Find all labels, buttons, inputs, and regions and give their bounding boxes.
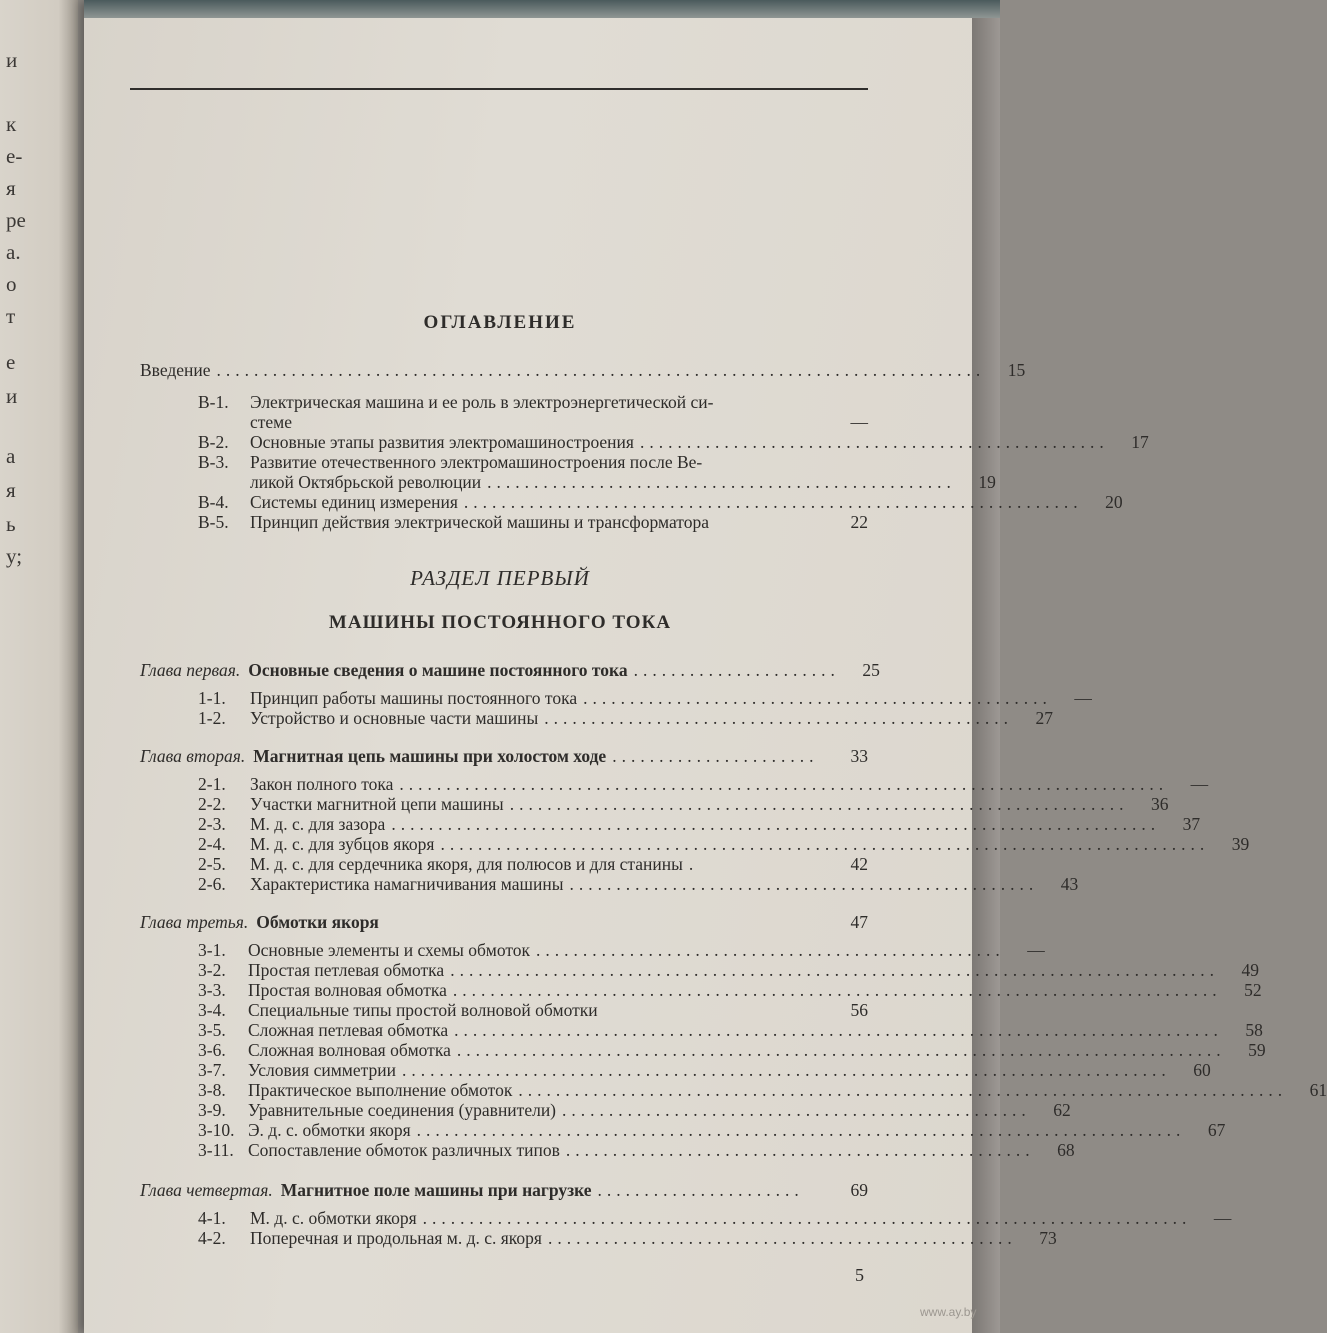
toc-item-number: 3-11. — [198, 1140, 234, 1160]
leader-dots: .................................................................................. — [456, 1040, 1226, 1060]
toc-item — [198, 1100, 1071, 1120]
chapter-page: 69 — [850, 1180, 868, 1200]
toc-item — [198, 834, 1250, 854]
toc-item-number: 3-5. — [198, 1020, 226, 1040]
toc-item-text: Устройство и основные части машины — [250, 708, 539, 728]
toc-item-number: 2-2. — [198, 794, 226, 814]
toc-item-number: 2-3. — [198, 814, 226, 834]
toc-item-text: ликой Октябрьской революции — [250, 472, 482, 492]
toc-item-text: Основные элементы и схемы обмоток — [248, 940, 531, 960]
section-subtitle: МАШИНЫ ПОСТОЯННОГО ТОКА — [328, 612, 672, 633]
chapter-page: 47 — [850, 912, 868, 932]
toc-item-page: — — [1074, 688, 1092, 708]
toc-item — [198, 960, 1259, 980]
toc-item — [198, 814, 1201, 834]
toc-item-text: Развитие отечественного электромашиностроения после Ве- — [250, 452, 703, 472]
toc-item-page: 68 — [1057, 1140, 1075, 1160]
toc-item — [198, 492, 1123, 512]
leader-dots: ...................... — [597, 1180, 804, 1200]
toc-item — [198, 1000, 868, 1020]
toc-item-text: М. д. с. для зубцов якоря — [250, 834, 435, 854]
toc-item-page: 22 — [850, 512, 868, 532]
toc-item-text: Простая петлевая обмотка — [248, 960, 445, 980]
toc-item-number: 3-7. — [198, 1060, 226, 1080]
toc-item-page: 39 — [1231, 834, 1250, 854]
toc-item-page: — — [850, 412, 868, 432]
leader-dots: .................................................. — [544, 708, 1013, 728]
toc-title: ОГЛАВЛЕНИЕ — [423, 312, 577, 333]
toc-item — [198, 1060, 1211, 1080]
toc-item — [198, 1020, 1263, 1040]
toc-item-page: 73 — [1039, 1228, 1057, 1248]
leader-dots: .................................................................................. — [450, 960, 1219, 980]
toc-chapter — [140, 1180, 868, 1200]
leader-dots: .................................................................. — [509, 794, 1129, 814]
toc-item-text: М. д. с. для сердечника якоря, для полюсов и для станины — [250, 854, 683, 874]
toc-item-text: Принцип работы машины постоянного тока — [250, 688, 578, 708]
toc-item-number: 2-1. — [198, 774, 226, 794]
toc-item-text: Простая волновая обмотка — [248, 980, 447, 1000]
toc-item-text: Э. д. с. обмотки якоря — [248, 1120, 411, 1140]
leader-dots: .................................................................................. — [440, 834, 1210, 854]
left-page-fragment: ре — [6, 208, 26, 232]
page-number: 5 — [855, 1265, 864, 1285]
chapter-title: Обмотки якоря — [256, 912, 379, 932]
leader-dots: .................................................................................. — [399, 774, 1169, 794]
toc-item-number: В-5. — [198, 512, 229, 532]
leader-dots: .................................................. — [569, 874, 1039, 894]
chapter-title: Основные сведения о машине постоянного тока — [248, 660, 628, 680]
toc-item-number: 3-6. — [198, 1040, 226, 1060]
toc-item-number: 2-5. — [198, 854, 226, 874]
toc-item-number: 3-1. — [198, 940, 226, 960]
toc-entry-intro — [140, 360, 1026, 380]
toc-item-number: В-4. — [198, 492, 229, 512]
toc-item-number: 3-10. — [198, 1120, 235, 1140]
left-page-fragment: а — [6, 444, 16, 468]
toc-item-text: М. д. с. для зазора — [250, 814, 386, 834]
toc-item-page: 52 — [1244, 980, 1262, 1000]
leader-dots: .................................................. — [562, 1100, 1031, 1120]
left-page-fragment: у; — [6, 544, 23, 568]
toc-item — [198, 708, 1053, 728]
toc-item-text: Практическое выполнение обмоток — [248, 1080, 513, 1100]
toc-item-page: 56 — [850, 1000, 868, 1020]
chapter-label: Глава первая. — [140, 660, 241, 680]
toc-item-page: 37 — [1182, 814, 1201, 834]
toc-item-text: стеме — [250, 412, 293, 432]
toc-item-number: В-1. — [198, 392, 229, 412]
toc-item-number: 4-2. — [198, 1228, 226, 1248]
toc-item — [198, 512, 868, 532]
leader-dots: .................................................. — [487, 472, 956, 492]
background-fabric — [84, 0, 1000, 18]
left-page-fragment: т — [6, 304, 16, 328]
toc-item — [198, 854, 868, 874]
toc-item-text: Сложная волновая обмотка — [248, 1040, 451, 1060]
left-page-fragment: о — [6, 272, 17, 296]
toc-item-page: 67 — [1207, 1120, 1226, 1140]
watermark: www.ay.by — [920, 1305, 977, 1319]
toc-item-page: 59 — [1248, 1040, 1266, 1060]
leader-dots: .................................................. — [547, 1228, 1017, 1248]
toc-chapter — [140, 660, 880, 680]
toc-item — [198, 1040, 1266, 1060]
toc-item-page: 43 — [1060, 874, 1079, 894]
leader-dots: .................................................................................. — [401, 1060, 1171, 1080]
leader-dots: .................................................................................. — [216, 360, 986, 380]
toc-item-number: В-2. — [198, 432, 229, 452]
toc-item-continuation — [198, 472, 996, 492]
left-page-fragment: ь — [6, 512, 16, 536]
chapter-title: Магнитное поле машины при нагрузке — [280, 1180, 592, 1200]
leader-dots: .................................................. — [536, 940, 1005, 960]
toc-item — [198, 980, 1262, 1000]
toc-item-text: Сопоставление обмоток различных типов — [248, 1140, 560, 1160]
left-page-fragment: и — [6, 48, 18, 72]
toc-entry-label: Введение — [140, 360, 211, 380]
toc-item — [198, 432, 1149, 452]
leader-dots: ...................... — [612, 746, 819, 766]
toc-item-page: 61 — [1309, 1080, 1327, 1100]
toc-entry-page: 15 — [1007, 360, 1026, 380]
toc-item-page: 17 — [1131, 432, 1149, 452]
toc-item — [198, 1140, 1075, 1160]
toc-item-page: 19 — [978, 472, 996, 492]
left-page-edge — [0, 0, 78, 1333]
leader-dots: .................................................................................. — [422, 1208, 1192, 1228]
chapter-page: 25 — [862, 660, 880, 680]
toc-item-text: Участки магнитной цепи машины — [250, 794, 504, 814]
toc-item-number: 1-1. — [198, 688, 226, 708]
toc-item-page: — — [1213, 1208, 1232, 1228]
toc-item-number: 3-3. — [198, 980, 226, 1000]
toc-item-page: 58 — [1245, 1020, 1263, 1040]
toc-item-text: Сложная петлевая обмотка — [248, 1020, 449, 1040]
toc-item-number: 3-4. — [198, 1000, 226, 1020]
toc-item-number: 3-8. — [198, 1080, 226, 1100]
toc-item-text: М. д. с. обмотки якоря — [250, 1208, 417, 1228]
toc-item — [198, 1080, 1327, 1100]
leader-dots: .................................................................................. — [452, 980, 1222, 1000]
toc-item-page: 60 — [1193, 1060, 1211, 1080]
chapter-title: Магнитная цепь машины при холостом ходе — [253, 746, 607, 766]
chapter-label: Глава третья. — [140, 912, 249, 932]
toc-item-page: 62 — [1053, 1100, 1071, 1120]
toc-item-continuation — [198, 412, 868, 432]
toc-item — [198, 774, 1209, 794]
toc-item-number: 3-2. — [198, 960, 226, 980]
toc-item — [198, 940, 1045, 960]
toc-item-number: 4-1. — [198, 1208, 226, 1228]
leader-dots: .................................................................................. — [518, 1080, 1288, 1100]
toc-item-page: 27 — [1035, 708, 1053, 728]
toc-item — [198, 1120, 1226, 1140]
leader-dots: ...................... — [633, 660, 840, 680]
toc-item-text: Уравнительные соединения (уравнители) — [248, 1100, 557, 1120]
toc-item-number: 2-4. — [198, 834, 226, 854]
chapter-label: Глава четвертая. — [140, 1180, 273, 1200]
toc-item-page: 20 — [1105, 492, 1123, 512]
toc-item — [198, 874, 1079, 894]
left-page-fragment: к — [6, 112, 17, 136]
toc-item-text: Закон полного тока — [250, 774, 394, 794]
toc-item-text: Основные этапы развития электромашиностроения — [250, 432, 634, 452]
leader-dots: .................................................. — [583, 688, 1052, 708]
chapter-label: Глава вторая. — [140, 746, 246, 766]
toc-item-text: Электрическая машина и ее роль в электроэнергетической си- — [250, 392, 714, 412]
toc-item-page: 49 — [1241, 960, 1259, 980]
left-page-fragment: а. — [6, 240, 21, 264]
toc-item-text: Принцип действия электрической машины и трансформатора — [250, 512, 709, 532]
toc-item-text: Условия симметрии — [248, 1060, 396, 1080]
toc-item-number: 3-9. — [198, 1100, 226, 1120]
section-title: РАЗДЕЛ ПЕРВЫЙ — [410, 566, 590, 590]
toc-chapter — [140, 912, 868, 932]
leader-dots: .................................................. — [639, 432, 1109, 452]
toc-item-page: 42 — [850, 854, 868, 874]
toc-item-text: Системы единиц измерения — [250, 492, 458, 512]
leader-dots: .................................................................................. — [454, 1020, 1223, 1040]
header-rule — [130, 88, 868, 90]
toc-item-text: Поперечная и продольная м. д. с. якоря — [250, 1228, 542, 1248]
leader-dots: .................................................. — [565, 1140, 1035, 1160]
toc-item-text: Специальные типы простой волновой обмотки — [248, 1000, 598, 1020]
toc-item — [198, 392, 868, 412]
left-page-fragment: и — [6, 384, 18, 408]
left-page-fragment: е- — [6, 144, 23, 168]
left-page-fragment: е — [6, 350, 16, 374]
left-page-fragment: я — [6, 176, 16, 200]
chapter-page: 33 — [850, 746, 868, 766]
toc-item-page: — — [1190, 774, 1209, 794]
toc-item-number: 1-2. — [198, 708, 226, 728]
toc-item-page: — — [1027, 940, 1045, 960]
leader-dots: . — [688, 854, 699, 874]
toc-item-number: В-3. — [198, 452, 229, 472]
toc-chapter — [140, 746, 868, 766]
toc-item-page: 36 — [1150, 794, 1169, 814]
left-page-fragment: я — [6, 478, 16, 502]
toc-item — [198, 688, 1092, 708]
toc-item — [198, 1228, 1057, 1248]
toc-item-number: 2-6. — [198, 874, 226, 894]
leader-dots: .................................................................. — [463, 492, 1083, 512]
toc-item — [198, 452, 868, 472]
leader-dots: .................................................................................. — [416, 1120, 1186, 1140]
toc-item — [198, 794, 1169, 814]
toc-item — [198, 1208, 1232, 1228]
leader-dots: .................................................................................. — [391, 814, 1161, 834]
toc-item-text: Характеристика намагничивания машины — [250, 874, 564, 894]
